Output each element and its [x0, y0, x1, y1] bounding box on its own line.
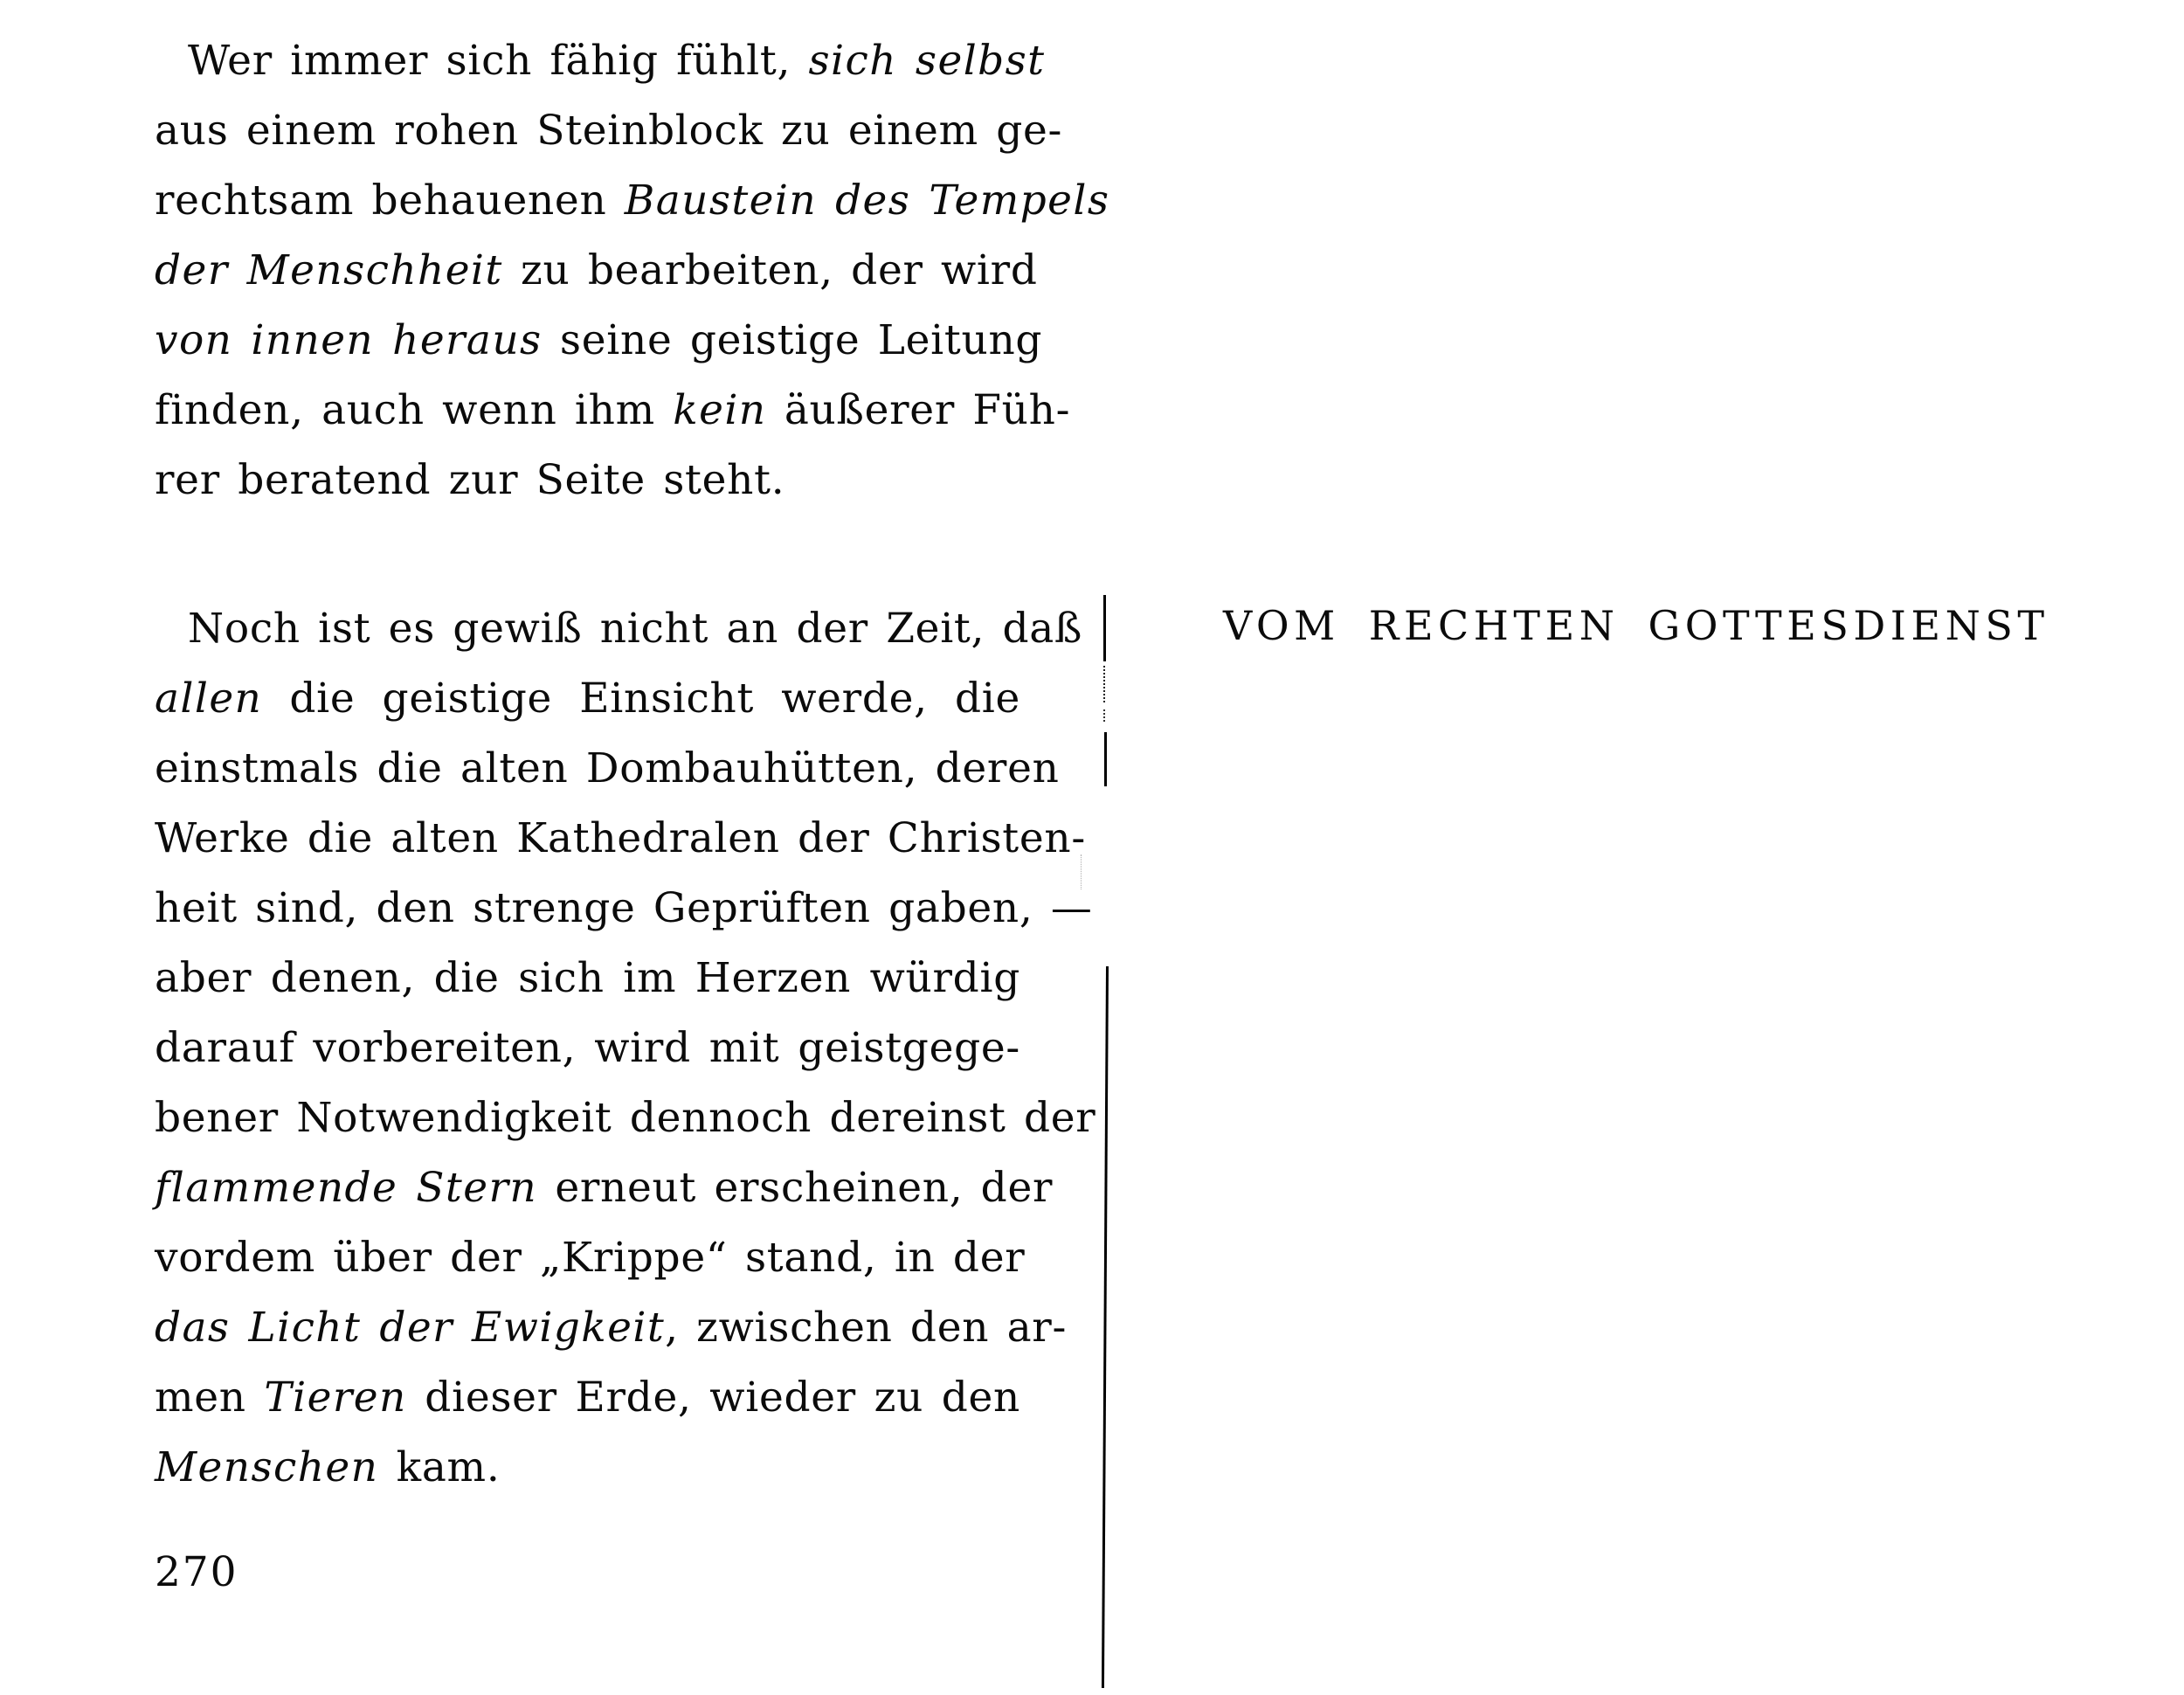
chapter-heading: VOM RECHTEN GOTTESDIENST	[1223, 602, 2049, 649]
paragraph-1	[155, 26, 1110, 515]
text-line	[155, 1083, 1096, 1153]
text-line	[155, 804, 1086, 874]
text-run: Werke die alten Kathedralen der Christen-	[155, 814, 1086, 862]
gutter-line-segment	[1103, 595, 1106, 661]
text-run: vordem über der „Krippe“ stand, in der	[155, 1234, 1026, 1282]
text-line	[155, 1433, 1020, 1503]
text-run: rer beratend zur Seite steht.	[155, 456, 785, 504]
italic-text-run: kein	[673, 386, 767, 434]
text-line	[155, 26, 1046, 96]
text-run: Noch ist es gewiß nicht an der Zeit, daß	[188, 605, 1083, 653]
text-line	[155, 874, 1093, 944]
text-line	[155, 594, 1083, 664]
text-line	[155, 446, 1020, 515]
gutter-line-segment	[1103, 709, 1105, 722]
text-line	[155, 1223, 1026, 1293]
text-run: rechtsam behauenen	[155, 176, 625, 225]
italic-text-run: sich selbst	[808, 37, 1046, 85]
text-line	[155, 96, 1063, 166]
text-line	[155, 236, 1038, 306]
text-line	[155, 734, 1060, 804]
text-run: Wer immer sich fähig fühlt,	[188, 37, 809, 85]
text-run: die geistige Einsicht werde, die	[262, 675, 1020, 723]
gutter-line-segment	[1104, 732, 1107, 786]
text-run: zu bearbeiten, der wird	[502, 246, 1038, 294]
text-run: men	[155, 1373, 265, 1422]
text-run: heit sind, den strenge Geprüften gaben, —	[155, 884, 1093, 932]
text-line	[155, 1363, 1020, 1433]
italic-text-run: flammende Stern	[155, 1164, 537, 1212]
text-run: , zwischen den ar-	[665, 1304, 1068, 1352]
italic-text-run: Menschen	[155, 1443, 379, 1491]
text-line	[155, 166, 1110, 236]
page-number: 270	[155, 1548, 238, 1596]
text-line	[155, 1293, 1068, 1363]
text-run: dieser Erde, wieder zu den	[406, 1373, 1020, 1422]
text-line	[155, 1153, 1054, 1223]
text-run: bener Notwendigkeit dennoch dereinst der	[155, 1094, 1096, 1142]
text-run: erneut erscheinen, der	[537, 1164, 1054, 1212]
paragraph-2	[155, 594, 1096, 1503]
italic-text-run: von innen heraus	[155, 316, 543, 364]
gutter-line-long	[1102, 966, 1109, 1688]
text-run: kam.	[378, 1443, 501, 1491]
text-line	[155, 664, 1020, 734]
text-line	[155, 376, 1071, 446]
text-run: finden, auch wenn ihm	[155, 386, 674, 434]
text-run: aber denen, die sich im Herzen würdig	[155, 954, 1020, 1002]
italic-text-run: der Menschheit	[155, 246, 503, 294]
italic-text-run: allen	[155, 675, 263, 723]
text-run: einstmals die alten Dombauhütten, deren	[155, 744, 1060, 792]
italic-text-run: das Licht der Ewigkeit	[155, 1304, 666, 1352]
italic-text-run: Tieren	[264, 1373, 407, 1422]
text-run: aus einem rohen Steinblock zu einem ge-	[155, 107, 1063, 155]
italic-text-run: Baustein des Tempels	[624, 176, 1110, 225]
gutter-line-speckles	[1081, 854, 1082, 889]
text-line	[155, 306, 1043, 376]
text-run: äußerer Füh-	[766, 386, 1071, 434]
gutter-line-segment	[1103, 666, 1105, 702]
text-run: darauf vorbereiten, wird mit geistgege-	[155, 1024, 1020, 1072]
text-run: seine geistige Leitung	[542, 316, 1043, 364]
text-line	[155, 944, 1020, 1014]
text-line	[155, 1014, 1020, 1083]
